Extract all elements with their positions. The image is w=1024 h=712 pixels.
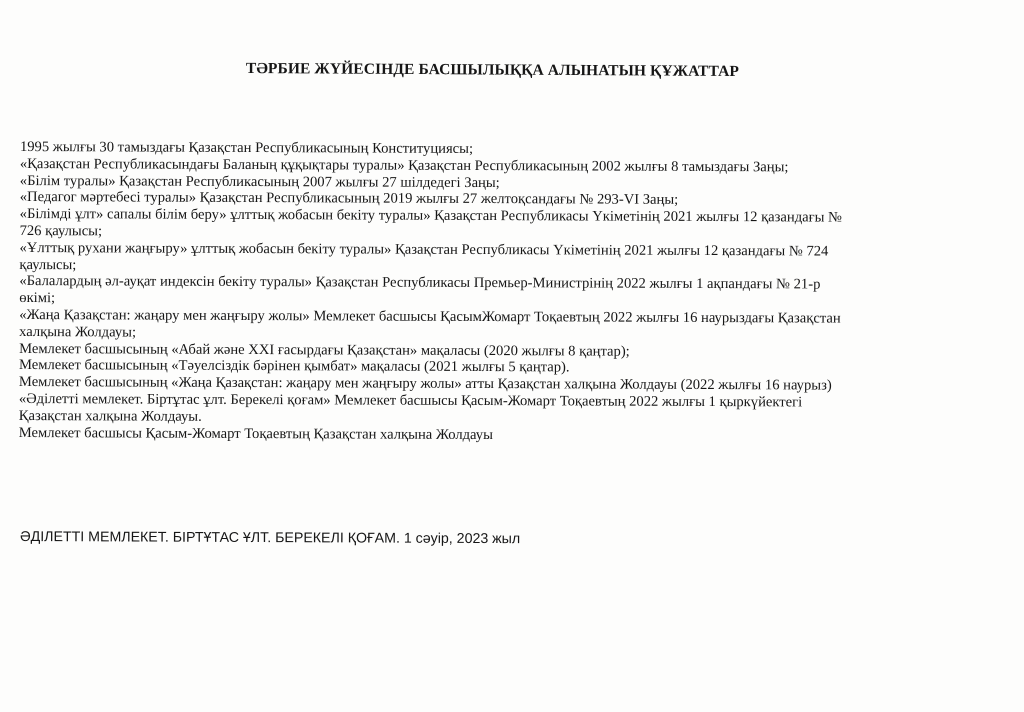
document-item: «Білім туралы» Қазақстан Республикасының 2007 жылғы 27 шілдедегі Заңы; (19, 172, 500, 191)
document-item: «Білімді ұлт» сапалы білім беру» ұлттық жобасын бекіту туралы» Қазақстан Республикасы Үкіметінің 2021 жылғы 12 қазандағы № 726 қаулысы; (19, 206, 843, 240)
document-item: «Жаңа Қазақстан: жаңару мен жаңғыру жолы» Мемлекет басшысы ҚасымЖомарт Тоқаевтың 2022 жылғы 16 наурыздағы Қазақстан халқына Жолдауы; (19, 306, 841, 341)
document-title: ТӘРБИЕ ЖҮЙЕСІНДЕ БАСШЫЛЫҚҚА АЛЫНАТЫН ҚҰЖАТТАР (245, 60, 740, 81)
document-item: «Педагог мәртебесі туралы» Қазақстан Республикасының 2019 жылғы 27 желтоқсандағы № 293-VI Заңы; (19, 189, 679, 209)
document-item: Мемлекет басшысының «Тәуелсіздік бәрінен қымбат» мақаласы (2021 жылғы 5 қаңтар). (18, 357, 570, 376)
document-item: Мемлекет басшысының «Жаңа Қазақстан: жаңару мен жаңғыру жолы» атты Қазақстан халқына Жолдауы (2022 жылғы 16 наурыз) (18, 374, 832, 394)
document-item: «Балалардың әл-ауқат индексін бекіту туралы» Қазақстан Республикасы Премьер-Министрінің 2022 жылғы 1 ақпандағы № 21-р өкімі; (19, 273, 821, 307)
document-item: Мемлекет басшысы Қасым-Жомарт Тоқаевтың Қазақстан халқына Жолдауы (18, 424, 493, 443)
document-item: «Әділетті мемлекет. Біртұтас ұлт. Берекелі қоғам» Мемлекет басшысы Қасым-Жомарт Тоқаевтың 2022 жылғы 1 қыркүйектегі Қазақстан халқына Жолдауы. (18, 390, 803, 425)
document-item: 1995 жылғы 30 тамыздағы Қазақстан Республикасының Конституциясы; (19, 139, 474, 157)
footer-slogan-date: ӘДІЛЕТТІ МЕМЛЕКЕТ. БІРТҰТАС ҰЛТ. БЕРЕКЕЛІ ҚОҒАМ. 1 сәуір, 2023 жыл (19, 529, 521, 548)
document-item: «Ұлттық рухани жаңғыру» ұлттық жобасын бекіту туралы» Қазақстан Республикасы Үкіметінің 2021 жылғы 12 қазандағы № 724 қаулысы; (19, 239, 829, 273)
document-item: «Қазақстан Республикасындағы Баланың құқықтары туралы» Қазақстан Республикасының 2002 жылғы 8 тамыздағы Заңы; (19, 155, 789, 176)
document-item: Мемлекет басшысының «Абай және XXI ғасырдағы Қазақстан» мақаласы (2020 жылғы 8 қаңтар); (19, 340, 630, 360)
documents-list (19, 139, 1020, 446)
